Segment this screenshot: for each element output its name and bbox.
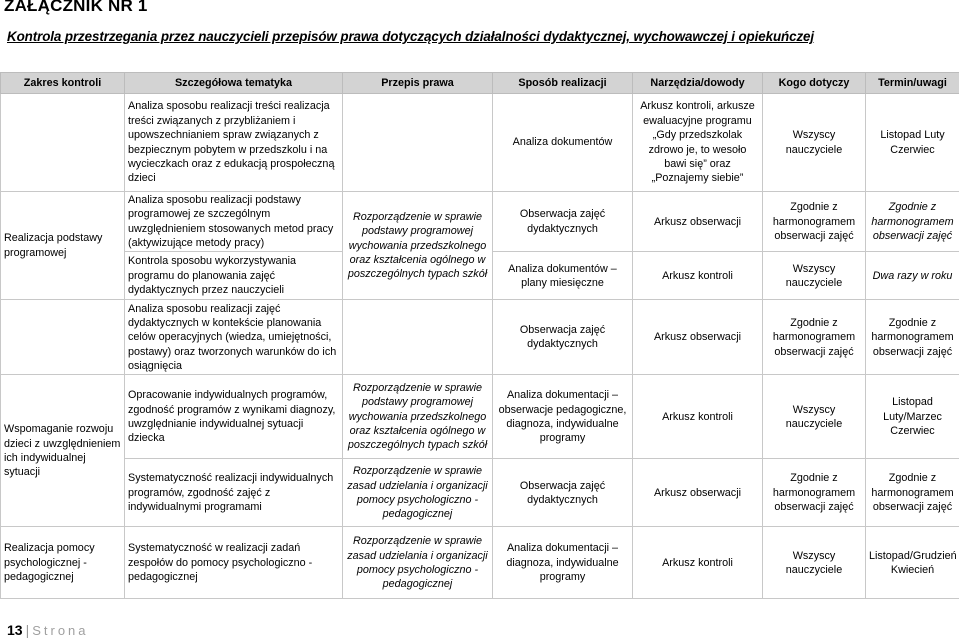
cell-method: Analiza dokumentacji – diagnoza, indywidualne programy	[493, 527, 633, 599]
cell-tools: Arkusz obserwacji	[633, 192, 763, 252]
cell-term: Listopad/Grudzień Kwiecień	[866, 527, 959, 599]
table-header-row	[1, 73, 959, 94]
header-tools: Narzędzia/dowody	[633, 73, 763, 94]
cell-scope-empty	[1, 94, 125, 192]
cell-method: Analiza dokumentów – plany miesięczne	[493, 252, 633, 300]
cell-topic: Systematyczność realizacji indywidualnych programów, zgodność zajęć z indywidualnymi programami	[125, 459, 343, 527]
cell-term: Zgodnie z harmonogramem obserwacji zajęć	[866, 192, 959, 252]
cell-who: Zgodnie z harmonogramem obserwacji zajęć	[763, 459, 866, 527]
cell-topic: Analiza sposobu realizacji treści realizacja treści związanych z przybliżaniem i upowszechnianiem spraw związanych z bezpiecznym pobytem w przedszkolu i na wycieczkach oraz z edukacją prospołeczną dzieci	[125, 94, 343, 192]
cell-law-empty	[343, 300, 493, 375]
document-title: Kontrola przestrzegania przez nauczycieli przepisów prawa dotyczących działalności dydaktycznej, wychowawczej i opiekuńczej	[7, 29, 815, 44]
cell-who: Zgodnie z harmonogramem obserwacji zajęć	[763, 192, 866, 252]
cell-topic: Opracowanie indywidualnych programów, zgodność programów z wynikami diagnozy, uwzględnianie indywidualnej sytuacji dziecka	[125, 375, 343, 459]
cell-law-empty	[343, 94, 493, 192]
header-scope: Zakres kontroli	[1, 73, 125, 94]
cell-who: Zgodnie z harmonogramem obserwacji zajęć	[763, 300, 866, 375]
footer-separator: |	[25, 622, 30, 638]
table-row	[1, 192, 959, 252]
cell-method: Obserwacja zajęć dydaktycznych	[493, 300, 633, 375]
cell-law: Rozporządzenie w sprawie zasad udzielania i organizacji pomocy psychologiczno - pedagogicznej	[343, 527, 493, 599]
header-topic: Szczegółowa tematyka	[125, 73, 343, 94]
table-row	[1, 94, 959, 192]
cell-tools: Arkusz kontroli	[633, 527, 763, 599]
cell-term: Zgodnie z harmonogramem obserwacji zajęć	[866, 459, 959, 527]
cell-tools: Arkusz obserwacji	[633, 300, 763, 375]
cell-topic: Systematyczność w realizacji zadań zespołów do pomocy psychologiczno - pedagogicznej	[125, 527, 343, 599]
cell-who: Wszyscy nauczyciele	[763, 252, 866, 300]
cell-scope-empty	[1, 300, 125, 375]
page-word: Strona	[32, 623, 89, 638]
cell-who: Wszyscy nauczyciele	[763, 375, 866, 459]
cell-term: Listopad Luty/Marzec Czerwiec	[866, 375, 959, 459]
header-who: Kogo dotyczy	[763, 73, 866, 94]
cell-term: Dwa razy w roku	[866, 252, 959, 300]
cell-topic: Kontrola sposobu wykorzystywania programu do planowania zajęć dydaktycznych przez nauczycieli	[125, 252, 343, 300]
cell-method: Analiza dokumentów	[493, 94, 633, 192]
page-number: 13	[7, 622, 23, 638]
table-row	[1, 527, 959, 599]
cell-law: Rozporządzenie w sprawie zasad udzielania i organizacji pomocy psychologiczno - pedagogicznej	[343, 459, 493, 527]
cell-tools: Arkusz kontroli	[633, 252, 763, 300]
cell-scope: Realizacja pomocy psychologicznej - pedagogicznej	[1, 527, 125, 599]
header-term: Termin/uwagi	[866, 73, 959, 94]
cell-method: Analiza dokumentacji – obserwacje pedagogiczne, diagnoza, indywidualne programy	[493, 375, 633, 459]
header-method: Sposób realizacji	[493, 73, 633, 94]
cell-topic: Analiza sposobu realizacji zajęć dydaktycznych w kontekście planowania celów operacyjnych (wiedza, umiejętności, postawy) oraz tworzonych warunków do ich osiągnięcia	[125, 300, 343, 375]
cell-tools: Arkusz obserwacji	[633, 459, 763, 527]
cell-who: Wszyscy nauczyciele	[763, 527, 866, 599]
cell-term: Zgodnie z harmonogramem obserwacji zajęć	[866, 300, 959, 375]
cell-tools: Arkusz kontroli, arkusze ewaluacyjne programu „Gdy przedszkolak zdrowo je, to wesoło bawi się” oraz „Poznajemy siebie”	[633, 94, 763, 192]
cell-method: Obserwacja zajęć dydaktycznych	[493, 192, 633, 252]
cell-law: Rozporządzenie w sprawie podstawy programowej wychowania przedszkolnego oraz kształcenia ogólnego w poszczególnych typach szkół	[343, 375, 493, 459]
cell-who: Wszyscy nauczyciele	[763, 94, 866, 192]
control-table	[0, 72, 959, 599]
cell-scope: Wspomaganie rozwoju dzieci z uwzględnieniem ich indywidualnej sytuacji	[1, 375, 125, 527]
table-row	[1, 300, 959, 375]
page-footer	[7, 622, 89, 638]
table-row	[1, 459, 959, 527]
header-law: Przepis prawa	[343, 73, 493, 94]
cell-scope: Realizacja podstawy programowej	[1, 192, 125, 300]
cell-method: Obserwacja zajęć dydaktycznych	[493, 459, 633, 527]
cell-law: Rozporządzenie w sprawie podstawy programowej wychowania przedszkolnego oraz kształcenia ogólnego w poszczególnych typach szkół	[343, 192, 493, 300]
cell-tools: Arkusz kontroli	[633, 375, 763, 459]
cell-topic: Analiza sposobu realizacji podstawy programowej ze szczególnym uwzględnieniem stosowanych metod pracy (aktywizujące metody pracy)	[125, 192, 343, 252]
cell-term: Listopad Luty Czerwiec	[866, 94, 959, 192]
appendix-heading: ZAŁĄCZNIK NR 1	[4, 0, 148, 15]
table-row	[1, 375, 959, 459]
